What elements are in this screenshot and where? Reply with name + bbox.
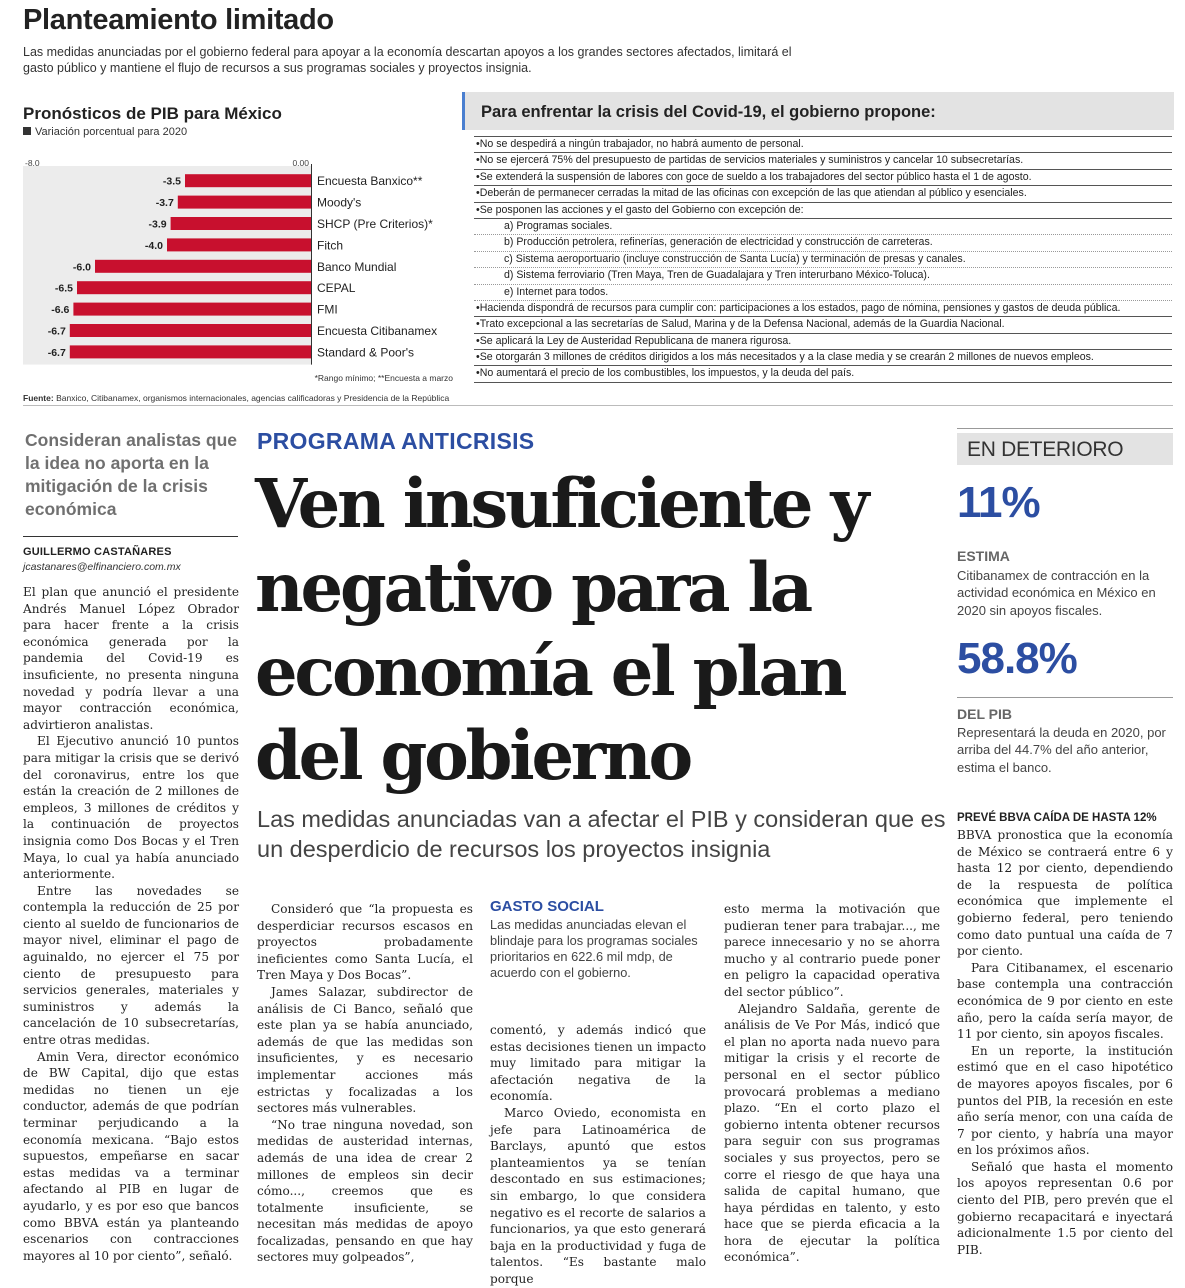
proposal-item: •Se extenderá la suspensión de labores con goce de sueldo a los trabajadores del sector público hasta el 1 de agosto. [474,170,1172,186]
chart-value-label: -3.9 [148,218,167,231]
article-deck: Consideran analistas que la idea no aporta en la mitigación de la crisis económica [25,430,238,519]
proposal-item: d) Sistema ferroviario (Tren Maya, Tren de Guadalajara y Tren interurbano México-Toluca). [474,268,1172,284]
stat-debt-value: 58.8% [957,634,1077,683]
chart-bar [77,281,311,294]
chart-subtitle [23,126,187,138]
byline-author: GUILLERMO CASTAÑARES [23,546,172,558]
chart-category-label: Fitch [317,238,344,253]
section-subtitle: Las medidas anunciadas por el gobierno federal para apoyar a la economía descartan apoyos a los grandes sectores afectados, limitará el gasto público y mantiene el flujo de recursos a sus programas sociales y proyectos insignia. [23,45,792,75]
article-dek: Las medidas anunciadas van a afectar el PIB y consideran que es un desperdicio de recursos los proyectos insignia [257,806,946,862]
paragraph: Amin Vera, director económico de BW Capital, dijo que estas medidas no tienen un eje conductor, además de que podrían terminar perjudicando a la economía mexicana. “Bajo estos supuestos, empeñarse en sacar estas medidas va a terminar afectando al PIB en lugar de ayudarlo, y es por eso que bancos como BBVA están ya planteando escenarios con contracciones mayores al 10 por ciento”, señaló. [23,1049,239,1263]
bbva-subheading: PREVÉ BBVA CAÍDA DE HASTA 12% [957,812,1157,824]
chart-category-labels [317,174,437,359]
proposal-item: •Deberán de permanecer cerradas la mitad de las oficinas con excepción de las que atiendan al público y esenciales. [474,186,1172,202]
gasto-social-text: Las medidas anunciadas elevan el blindaje para los programas sociales prioritarios en 622.6 mil mdp, de acuerdo con el gobierno. [490,917,698,980]
chart-bar [70,345,311,358]
proposal-item: •Hacienda dispondrá de recursos para cumplir con: participaciones a los estados, pago de nómina, pensiones y gastos de deuda pública. [474,301,1172,317]
section-title: Planteamiento limitado [23,4,334,36]
chart-category-label: Moody's [317,195,362,210]
chart-bar [95,260,311,273]
byline-email: jcastanares@elfinanciero.com.mx [23,561,181,573]
proposal-item: •Se posponen las acciones y el gasto del Gobierno con excepción de: [474,203,1172,219]
chart-value-label: -6.0 [72,261,91,274]
chart-category-label: SHCP (Pre Criterios)* [317,217,433,231]
paragraph: Entre las novedades se contempla la reducción de 25 por ciento al sueldo de funcionarios de mayor nivel, eliminar el pago de aguinaldo, no ejercer el 75 por ciento de presupuesto para servicios generales, materiales y suministros y además la cancelación de 10 subsecretarías, entre otras medidas. [23,883,239,1048]
paragraph: “No trae ninguna novedad, son medidas de austeridad internas, además de una idea de crear 2 millones de empleos sin decir cómo..., creemos que es totalmente insuficiente, se necesitan más medidas de apoyo focalizadas, pensando en que hay sectores muy golpeados”, [257,1117,473,1265]
chart-value-label: -3.7 [155,197,174,210]
chart-bar [178,196,311,209]
chart-title: Pronósticos de PIB para México [23,104,282,123]
paragraph: Marco Oviedo, economista en jefe para Latinoamérica de Barclays, apuntó que estos planteamientos ya se tenían descontado en sus estimaciones; sin embargo, lo que considera negativo es el recorte de salarios a funcionarios, ya que esto generará baja en la productividad y fuga de talentos. “Es bastante malo porque [490,1105,706,1286]
chart-bar [73,303,311,316]
proposal-item: •No se despedirá a ningún trabajador, no habrá aumento de personal. [474,137,1172,153]
article-kicker: PROGRAMA ANTICRISIS [257,428,535,454]
source-note [23,393,449,403]
chart-value-label: -4.0 [144,239,163,252]
section-divider [23,405,1173,406]
pib-forecast-chart [23,152,463,388]
stat-contraction-description: Citibanamex de contracción en la actividad económica en México en 2020 sin apoyos fiscales. [957,568,1156,618]
chart-footnote: *Rango mínimo; **Encuesta a marzo [314,373,453,383]
axis-tick-label: 0.00 [292,158,309,168]
paragraph: Para Citibanamex, el escenario base contempla una contracción económica de 9 por ciento en este año, pero la caída sería mayor, de 11 por ciento, sin apoyos fiscales. [957,960,1173,1042]
square-bullet-icon [23,127,31,135]
proposal-item: •No aumentará el precio de los combustibles, los impuestos, y la deuda del país. [474,366,1172,382]
chart-bar [70,324,311,337]
source-label: Fuente: [23,393,54,403]
sidebar-header [957,433,1173,465]
chart-category-label: CEPAL [317,281,356,296]
chart-bar [185,174,311,187]
chart-bar [171,217,311,230]
proposals-header [462,92,1174,130]
paragraph: BBVA pronostica que la economía de México se contraerá entre 6 y hasta 12 por ciento, dependiendo de la respuesta de política económica que implemente el gobierno federal, pero teniendo como dato puntual una caída de 7 por ciento. [957,828,1173,959]
axis-tick-label: -8.0 [25,158,40,168]
chart-value-label: -3.5 [162,175,181,188]
stat-contraction-value: 11% [957,478,1040,527]
proposals-header-text: Para enfrentar la crisis del Covid-19, el gobierno propone: [481,103,936,121]
proposals-list [474,136,1172,383]
paragraph: esto merma la motivación que pudieran tener para trabajar..., me parece innecesario y no se ahorra mucho y al contrario puede poner en peligro la capacidad operativa del sector público”. [724,902,940,999]
sidebar-rule [957,428,1173,429]
article-headline: Ven insuficiente y negativo para la economía el plan del gobierno [255,464,867,795]
chart-value-label: -6.7 [47,346,66,359]
stat-debt-description: Representará la deuda en 2020, por arriba del 44.7% del año anterior, estima el banco. [957,725,1166,775]
chart-category-label: Banco Mundial [317,259,397,274]
stat-divider [957,697,1173,698]
sidebar-header-text: EN DETERIORO [967,438,1124,461]
chart-category-label: Encuesta Citibanamex [317,324,438,338]
source-text: Banxico, Citibanamex, organismos internacionales, agencias calificadoras y Presidencia de la República [53,393,450,403]
proposal-item: •Se otorgarán 3 millones de créditos dirigidos a los más necesitados y a la clase media y se crearán 2 millones de nuevos empleos. [474,350,1172,366]
proposal-item: •Trato excepcional a las secretarías de Salud, Marina y de la Defensa Nacional, además de la Guardia Nacional. [474,317,1172,333]
byline-rule [23,536,238,537]
chart-value-label: -6.7 [47,325,66,338]
chart-bar [167,238,311,251]
government-proposals-box [462,92,1174,388]
chart-subtitle-text: Variación porcentual para 2020 [35,126,188,138]
stat-contraction-label: ESTIMA [957,548,1010,564]
paragraph: Alejandro Saldaña, gerente de análisis de Ve Por Más, indicó que el plan no aporta nada nuevo para mitigar la crisis y el recorte de personal en el sector público provocará problemas a mediano plazo. “En el corto plazo el gobierno intenta obtener recursos para seguir con sus programas sociales y sus proyectos, pero se corre el riesgo de que haya una salida de capital humano, que haya pérdidas en talento, y esto hace que se pierda eficacia a la hora de ejecutar la política económica”. [724,1001,940,1265]
article-column-4 [724,901,940,1266]
chart-value-label: -6.5 [54,282,73,295]
chart-category-label: Encuesta Banxico** [317,174,423,189]
chart-value-label: -6.6 [51,304,70,317]
article-column-3 [490,1022,706,1288]
stat-debt-label: DEL PIB [957,706,1012,722]
proposal-item: •No se ejercerá 75% del presupuesto de partidas de servicios materiales y suministros y cancelar 10 subsecretarías. [474,153,1172,169]
proposal-item: b) Producción petrolera, refinerías, generación de electricidad y construcción de carreteras. [474,235,1172,251]
article-column-2 [257,901,473,1266]
article-column-5 [957,827,1173,1258]
paragraph: En un reporte, la institución estimó que en el caso hipotético de mayores apoyos fiscales, por 6 puntos del PIB, la recesión en este año sería menor, con una caída de 7 por ciento, y habría una mayor en los próximos años. [957,1043,1173,1158]
proposal-item: a) Programas sociales. [474,219,1172,235]
paragraph: James Salazar, subdirector de análisis de Ci Banco, señaló que este plan ya se había anunciado, además de que las medidas son insuficientes, y es necesario implementar acciones más estrictas y focalizadas a los sectores más vulnerables. [257,984,473,1116]
proposal-item: c) Sistema aeroportuario (incluye construcción de Santa Lucía) y terminación de presas y canales. [474,252,1172,268]
article-column-1 [23,584,239,1264]
proposal-item: •Se aplicará la Ley de Austeridad Republicana de manera rigurosa. [474,334,1172,350]
chart-category-label: FMI [317,302,338,317]
proposal-item: e) Internet para todos. [474,285,1172,301]
chart-category-label: Standard & Poor's [317,345,415,360]
paragraph: Consideró que “la propuesta es desperdiciar recursos escasos en proyectos probadamente ineficientes como Santa Lucía, el Tren Maya y Dos Bocas”. [257,902,473,983]
paragraph: comentó, y además indicó que estas decisiones tienen un impacto muy limitado para mitigar la afectación negativa de la economía. [490,1023,706,1104]
paragraph: Señaló que hasta el momento los apoyos representan 0.6 por ciento del PIB, pero prevén que el gobierno recapacitará e inyectará adicionalmente 1.5 por ciento del PIB. [957,1159,1173,1257]
paragraph: El plan que anunció el presidente Andrés Manuel López Obrador para hacer frente a la crisis económica generada por la pandemia del Covid-19 es insuficiente, no presenta ninguna novedad y podría llevar a una mayor contracción económica, advirtieron analistas. [23,585,239,732]
paragraph: El Ejecutivo anunció 10 puntos para mitigar la crisis que se derivó del coronavirus, entre los que están la creación de 2 millones de empleos, 3 millones de créditos y la continuación de proyectos insignia como Dos Bocas y el Tren Maya, lo cual ya había anunciado anteriormente. [23,734,239,882]
gasto-social-title: GASTO SOCIAL [490,898,604,915]
